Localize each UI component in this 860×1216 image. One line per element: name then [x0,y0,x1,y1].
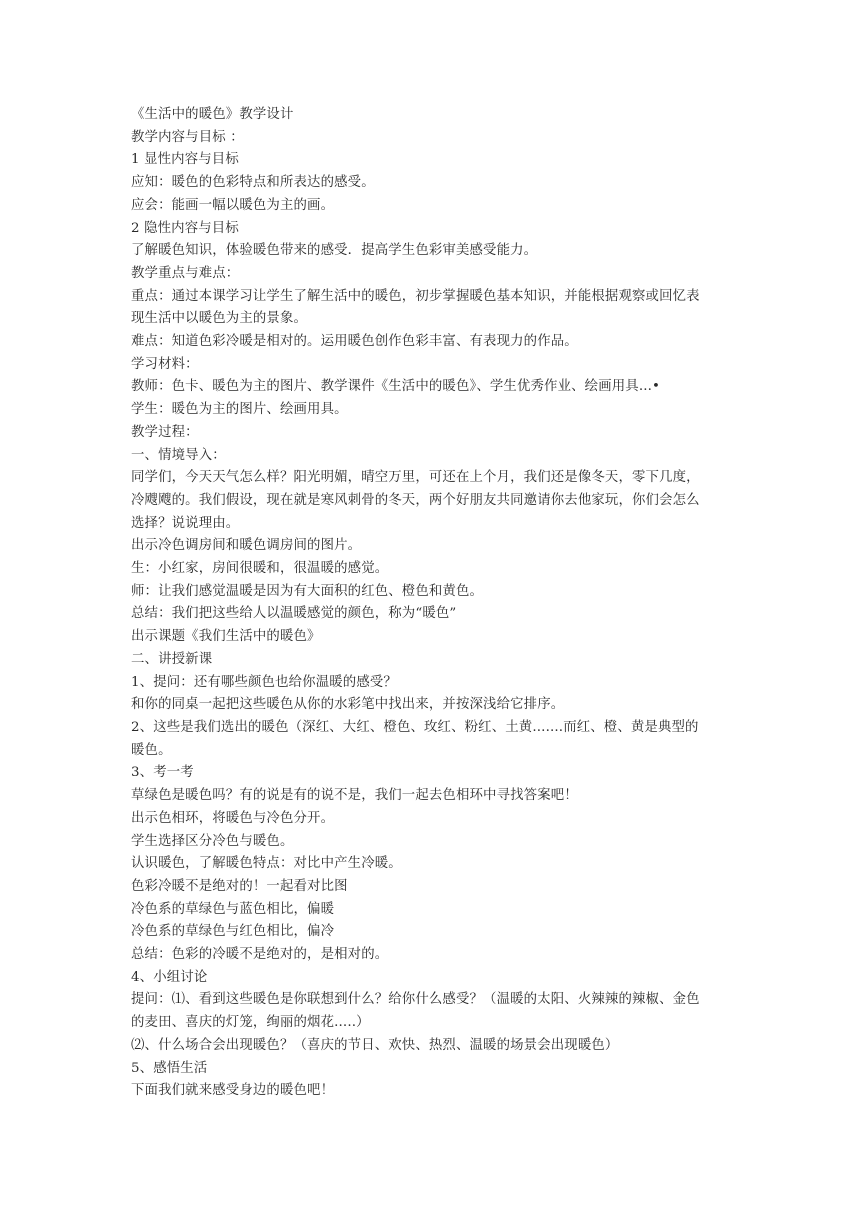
text-line: 应知：暖色的色彩特点和所表达的感受。 [131,175,375,191]
text-line: 2、这些是我们选出的暖色（深红、大红、橙色、玫红、粉红、土黄.......而红、橙、黄是典型的 [131,719,699,735]
text-line: 的麦田、喜庆的灯笼，绚丽的烟花.....） [131,1015,370,1031]
text-line: 了解暖色知识，体验暖色带来的感受．提高学生色彩审美感受能力。 [131,243,538,259]
text-line: 3、考一考 [131,765,194,781]
text-line: 应会：能画一幅以暖色为主的画。 [131,197,335,213]
text-line: 学生：暖色为主的图片、绘画用具。 [131,402,348,418]
section-heading-content-goals: 教学内容与目标 ： [131,129,244,145]
subheading-implicit-goals: 2 隐性内容与目标 [131,220,239,236]
text-line: 出示色相环，将暖色与冷色分开。 [131,810,335,826]
text-line: 难点：知道色彩冷暖是相对的。运用暖色创作色彩丰富、有表现力的作品。 [131,334,578,350]
text-line: 选择？说说理由。 [131,515,240,531]
text-line: 和你的同桌一起把这些暖色从你的水彩笔中找出来，并按深浅给它排序。 [131,697,565,713]
text-line: 5、感悟生活 [131,1060,208,1076]
text-line: 4、小组讨论 [131,969,208,985]
text-line: 下面我们就来感受身边的暖色吧！ [131,1083,335,1099]
text-line: 师：让我们感觉温暖是因为有大面积的红色、橙色和黄色。 [131,583,484,599]
text-line: 认识暖色，了解暖色特点：对比中产生冷暖。 [131,856,402,872]
text-line: 冷飕飕的。我们假设，现在就是寒风刺骨的冬天，两个好朋友共同邀请你去他家玩，你们会怎么 [131,492,700,508]
text-line: 总结：我们把这些给人以温暖感觉的颜色，称为“暖色” [131,606,457,622]
text-line: 总结：色彩的冷暖不是绝对的，是相对的。 [131,947,389,963]
text-line: 现生活中以暖色为主的景象。 [131,311,308,327]
text-line: 1、提问：还有哪些颜色也给你温暖的感受？ [131,674,397,690]
text-line: 出示课题《我们生活中的暖色》 [131,629,321,645]
subheading-intro: 一、情境导入： [131,447,226,463]
section-heading-materials: 学习材料： [131,356,199,372]
text-line: 色彩冷暖不是绝对的！一起看对比图 [131,878,348,894]
text-line: 冷色系的草绿色与蓝色相比，偏暖 [131,901,335,917]
text-line: 重点：通过本课学习让学生了解生活中的暖色，初步掌握暖色基本知识，并能根据观察或回忆表 [131,288,700,304]
text-line: 同学们，今天天气怎么样？阳光明媚，晴空万里，可还在上个月，我们还是像冬天，零下几度， [131,470,700,486]
text-line: 暖色。 [131,742,172,758]
document-title: 《生活中的暖色》教学设计 [131,107,294,122]
document-body [131,104,731,1103]
text-line: 生：小红家，房间很暖和，很温暖的感觉。 [131,561,389,577]
subheading-explicit-goals: 1 显性内容与目标 [131,152,239,168]
text-line: 学生选择区分冷色与暖色。 [131,833,294,849]
text-line: 提问：⑴、看到这些暖色是你联想到什么？给你什么感受？（温暖的太阳、火辣辣的辣椒、金色 [131,992,700,1008]
text-line: 出示冷色调房间和暖色调房间的图片。 [131,538,362,554]
subheading-new-lesson: 二、讲授新课 [131,651,213,667]
text-line: ⑵、什么场合会出现暖色？（喜庆的节日、欢快、热烈、温暖的场景会出现暖色） [131,1037,619,1053]
text-line: 草绿色是暖色吗？有的说是有的说不是，我们一起去色相环中寻找答案吧！ [131,788,578,804]
section-heading-process: 教学过程： [131,424,199,440]
text-line: 冷色系的草绿色与红色相比，偏冷 [131,924,335,940]
section-heading-key-points: 教学重点与难点： [131,265,240,281]
text-line: 教师：色卡、暖色为主的图片、教学课件《生活中的暖色》、学生优秀作业、绘画用具...• [131,379,661,395]
